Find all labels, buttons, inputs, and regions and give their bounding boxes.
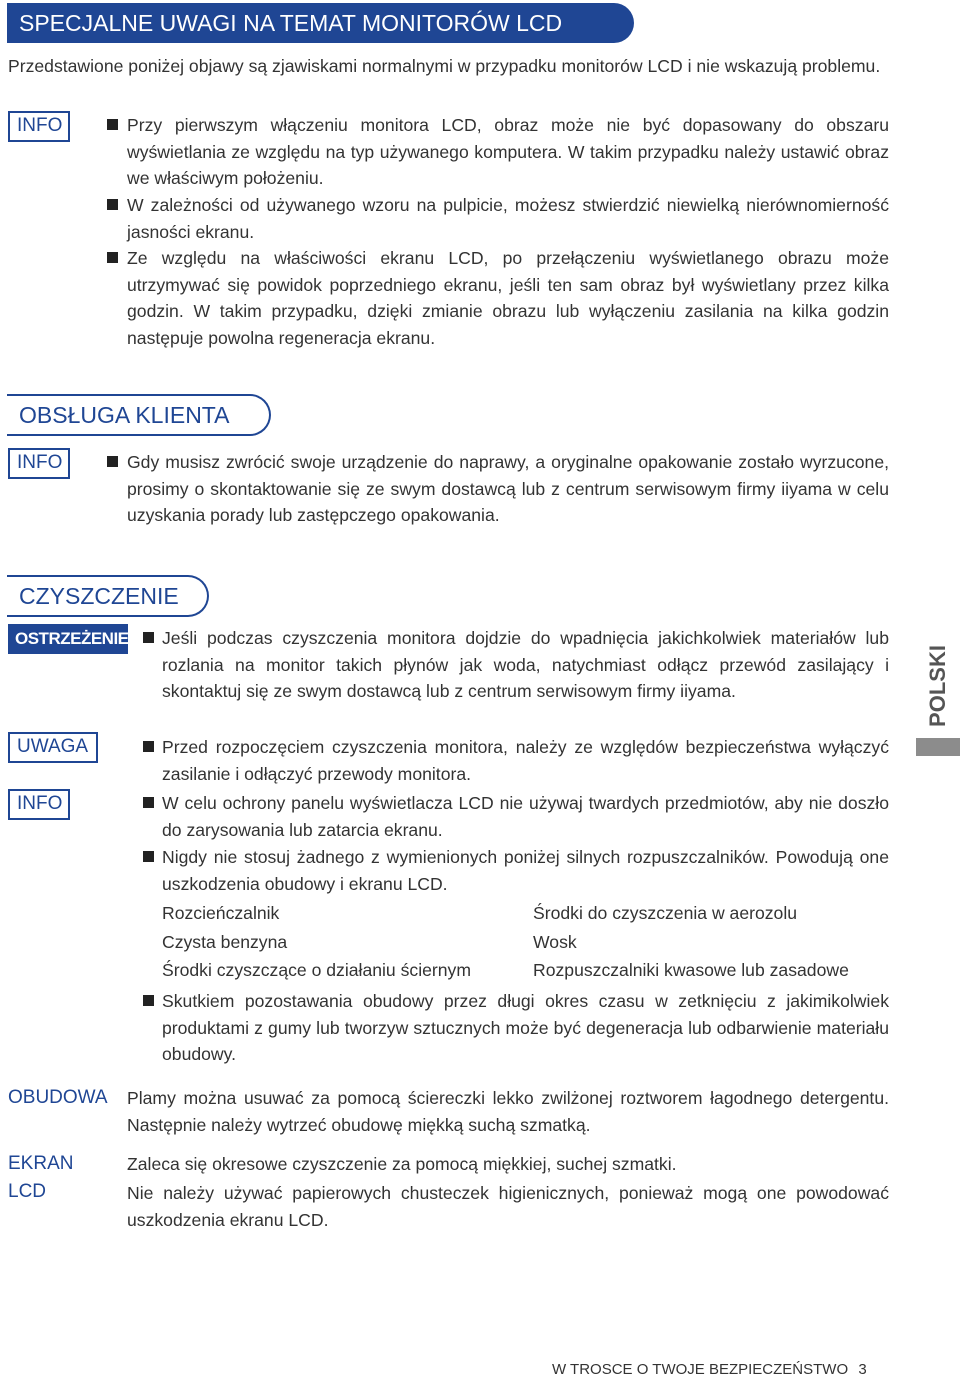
solvent-item: Czysta benzyna [162,932,288,952]
section-title-text: OBSŁUGA KLIENTA [19,401,230,428]
section-title-lcd-notes [7,3,634,43]
bullet-marker [107,252,118,263]
info-tag: INFO [8,448,70,479]
bullet-marker [143,797,154,808]
info-tag: INFO [8,789,70,820]
page-number: 3 [858,1361,867,1378]
solvent-item: Rozcieńczalnik [162,903,280,923]
language-label: POLSKI [925,645,950,727]
bullet-marker [107,456,118,467]
bullet-text: Skutkiem pozostawania obudowy przez długi okres czasu w zetknięciu z jakimikolwiek produktami z gumy lub tworzyw sztucznych może być degeneracja lub odbarwienie materiału obudowy. [162,991,889,1064]
bullet-text: Przy pierwszym włączeniu monitora LCD, obraz może nie być dopasowany do obszaru wyświetlania ze względu na typ używanego komputera. W takim przypadku należy ustawić obraz we właściwym położeniu. [127,115,889,188]
bullet-marker [143,632,154,643]
bullet-text: W celu ochrony panelu wyświetlacza LCD nie używaj twardych przedmiotów, aby nie doszło do zarysowania lub zatarcia ekranu. [162,793,889,840]
screen-label: LCD [8,1181,47,1202]
section-title-customer-service [7,394,271,436]
bullet-marker [143,741,154,752]
bullet-text: Przed rozpoczęciem czyszczenia monitora, należy ze względów bezpieczeństwa wyłączyć zasilanie i odłączyć przewody monitora. [162,737,889,784]
section-title-cleaning [7,575,209,617]
solvent-item: Wosk [533,932,577,952]
warning-tag: OSTRZEŻENIE [8,624,128,654]
caution-tag: UWAGA [8,732,98,763]
screen-text: Nie należy używać papierowych chusteczek higienicznych, ponieważ mogą one powodować uszkodzenia ekranu LCD. [127,1183,889,1230]
bullet-marker [107,199,118,210]
bullet-marker [143,851,154,862]
page-footer [552,1361,867,1378]
solvent-item: Środki czyszczące o działaniu ściernym [162,960,471,980]
solvent-item: Środki do czyszczenia w aerozolu [533,903,798,923]
info-tag: INFO [8,111,70,142]
bullet-text: Gdy musisz zwrócić swoje urządzenie do naprawy, a oryginalne opakowanie zostało wyrzucone, prosimy o skontaktowanie się ze swym dostawcą lub z centrum serwisowym firmy iiyama w celu uzyskania porady lub zastępczego opakowania. [127,452,889,525]
screen-text: Zaleca się okresowe czyszczenie za pomocą miękkiej, suchej szmatki. [127,1154,677,1174]
intro-paragraph: Przedstawione poniżej objawy są zjawiskami normalnymi w przypadku monitorów LCD i nie wskazują problemu. [8,56,881,76]
language-side-bar [916,738,960,756]
housing-text: Plamy można usuwać za pomocą ściereczki lekko zwilżonej roztworem łagodnego detergentu. Następnie należy wytrzeć obudowę miękką suchą szmatką. [127,1088,889,1135]
screen-label: EKRAN [8,1153,74,1174]
bullet-marker [107,119,118,130]
section-title-text: CZYSZCZENIE [19,582,179,609]
footer-text: W TROSCE O TWOJE BEZPIECZEŃSTWO [552,1361,849,1378]
section-title-text: SPECJALNE UWAGI NA TEMAT MONITORÓW LCD [19,10,563,36]
solvent-item: Rozpuszczalniki kwasowe lub zasadowe [533,960,849,980]
bullet-text: W zależności od używanego wzoru na pulpicie, możesz stwierdzić niewielką nierównomierność jasności ekranu. [127,195,889,242]
language-side-tab [916,638,960,738]
housing-label: OBUDOWA [8,1087,108,1108]
bullet-text: Ze względu na właściwości ekranu LCD, po przełączeniu wyświetlanego obrazu może utrzymywać się powidok poprzedniego ekranu, jeśli ten sam obraz był wyświetlany przez kilka godzin. W takim przypadku, dzięki zmianie obrazu lub wyłączeniu zasilania na kilka godzin następuje powolna regeneracja ekranu. [127,248,889,348]
bullet-text: Nigdy nie stosuj żadnego z wymienionych poniżej silnych rozpuszczalników. Powodują one uszkodzenia obudowy i ekranu LCD. [162,847,889,894]
bullet-text: Jeśli podczas czyszczenia monitora dojdzie do wpadnięcia jakichkolwiek materiałów lub rozlania na monitor takich płynów jak woda, natychmiast odłącz przewód zasilający i skontaktuj się ze swym dostawcą lub z centrum serwisowym firmy iiyama. [162,628,889,701]
bullet-marker [143,995,154,1006]
